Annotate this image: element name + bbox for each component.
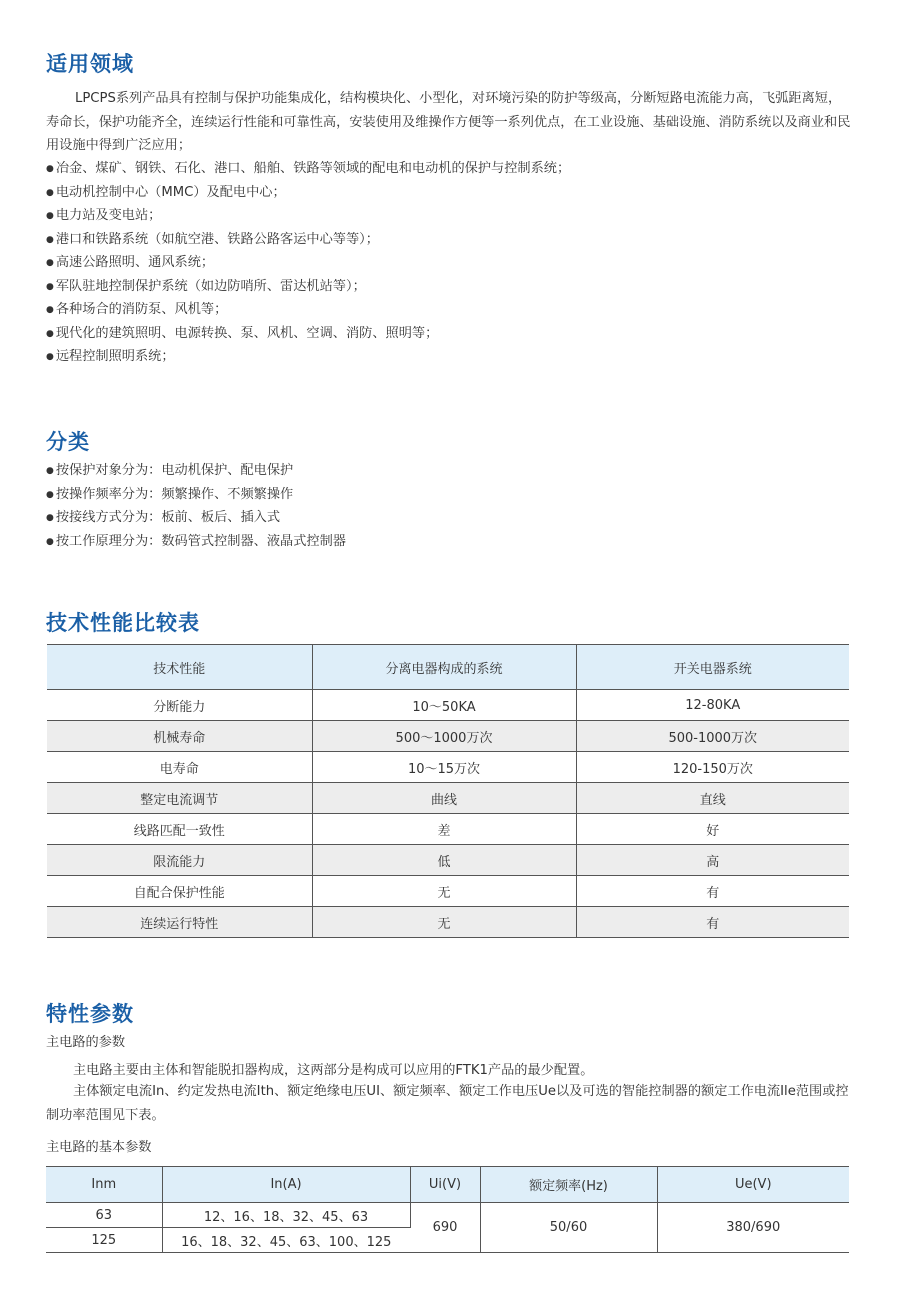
section-title-classification: 分类 <box>46 430 90 454</box>
column-header: Ui(V) <box>410 1167 480 1203</box>
table-cell: 10～50KA <box>312 690 576 721</box>
table-cell-ue: 380/690 <box>657 1203 849 1253</box>
list-item: ● 按操作频率分为：频繁操作、不频繁操作 <box>46 483 346 507</box>
list-item: ● 电力站及变电站； <box>46 204 570 228</box>
list-item: ● 各种场合的消防泵、风机等； <box>46 298 570 322</box>
list-item: ● 电动机控制中心（MMC）及配电中心； <box>46 181 570 205</box>
table-cell: 500～1000万次 <box>312 721 576 752</box>
table-cell: 线路匹配一致性 <box>47 814 312 845</box>
table-row <box>47 845 849 876</box>
classification-list <box>46 459 346 553</box>
table-cell: 整定电流调节 <box>47 783 312 814</box>
table-cell-ui: 690 <box>410 1203 480 1253</box>
table-cell: 高 <box>576 845 849 876</box>
table-cell: 连续运行特性 <box>47 907 312 938</box>
table-row <box>47 721 849 752</box>
table-cell: 曲线 <box>312 783 576 814</box>
table-cell: 机械寿命 <box>47 721 312 752</box>
main-circuit-parameters-table <box>46 1166 849 1253</box>
list-item: ● 港口和铁路系统（如航空港、铁路公路客运中心等等）； <box>46 228 570 252</box>
table-cell: 有 <box>576 876 849 907</box>
table-cell: 500-1000万次 <box>576 721 849 752</box>
table-row <box>47 907 849 938</box>
table-row <box>47 690 849 721</box>
list-item: ● 按保护对象分为：电动机保护、配电保护 <box>46 459 346 483</box>
table-header-row <box>47 645 849 690</box>
table-cell: 63 <box>46 1203 162 1228</box>
table-cell: 无 <box>312 907 576 938</box>
list-item: ● 冶金、煤矿、钢铁、石化、港口、船舶、铁路等领域的配电和电动机的保护与控制系统； <box>46 157 570 181</box>
table-cell: 12、16、18、32、45、63 <box>162 1203 410 1228</box>
column-header: 额定频率(Hz) <box>480 1167 657 1203</box>
table-cell: 电寿命 <box>47 752 312 783</box>
section-title-characteristic-parameters: 特性参数 <box>46 1002 134 1026</box>
list-item: ● 远程控制照明系统； <box>46 345 570 369</box>
main-circuit-paragraph-1: 主电路主要由主体和智能脱扣器构成，这两部分是构成可以应用的FTK1产品的最少配置。 <box>73 1063 594 1078</box>
table-row <box>47 814 849 845</box>
subheading-main-circuit-basic-parameters: 主电路的基本参数 <box>46 1140 152 1155</box>
table-cell: 好 <box>576 814 849 845</box>
list-item: ● 现代化的建筑照明、电源转换、泵、风机、空调、消防、照明等； <box>46 322 570 346</box>
column-header: In(A) <box>162 1167 410 1203</box>
application-intro: LPCPS系列产品具有控制与保护功能集成化，结构模块化、小型化，对环境污染的防护等级高，分断短路电流能力高，飞弧距离短，寿命长，保护功能齐全，连续运行性能和可靠性高，安装使用及维操作方便等一系列优点，在工业设施、基础设施、消防系统以及商业和民用设施中得到广泛应用； <box>46 91 851 153</box>
column-header: 技术性能 <box>47 645 312 690</box>
table-cell: 自配合保护性能 <box>47 876 312 907</box>
table-row <box>47 876 849 907</box>
table-cell: 差 <box>312 814 576 845</box>
table-cell: 无 <box>312 876 576 907</box>
table-cell: 直线 <box>576 783 849 814</box>
table-cell: 分断能力 <box>47 690 312 721</box>
table-header-row <box>46 1167 849 1203</box>
section-title-performance-comparison: 技术性能比较表 <box>46 611 200 635</box>
table-cell: 10～15万次 <box>312 752 576 783</box>
column-header: 开关电器系统 <box>576 645 849 690</box>
application-list <box>46 157 570 369</box>
column-header: 分离电器构成的系统 <box>312 645 576 690</box>
table-cell: 有 <box>576 907 849 938</box>
table-cell: 16、18、32、45、63、100、125 <box>162 1228 410 1253</box>
table-cell: 120-150万次 <box>576 752 849 783</box>
performance-comparison-table <box>47 644 849 938</box>
table-cell: 125 <box>46 1228 162 1253</box>
table-cell: 12-80KA <box>576 690 849 721</box>
list-item: ● 军队驻地控制保护系统（如边防哨所、雷达机站等）； <box>46 275 570 299</box>
list-item: ● 按接线方式分为：板前、板后、插入式 <box>46 506 346 530</box>
main-circuit-paragraph-2: 主体额定电流In、约定发热电流Ith、额定绝缘电压UI、额定频率、额定工作电压Ue以及可选的智能控制器的额定工作电流Ile范围或控制功率范围见下表。 <box>46 1084 849 1123</box>
table-cell: 限流能力 <box>47 845 312 876</box>
table-row <box>47 752 849 783</box>
table-row <box>46 1203 849 1228</box>
table-cell-frequency: 50/60 <box>480 1203 657 1253</box>
column-header: Inm <box>46 1167 162 1203</box>
list-item: ● 高速公路照明、通风系统； <box>46 251 570 275</box>
list-item: ● 按工作原理分为：数码管式控制器、液晶式控制器 <box>46 530 346 554</box>
column-header: Ue(V) <box>657 1167 849 1203</box>
table-cell: 低 <box>312 845 576 876</box>
subheading-main-circuit-parameters: 主电路的参数 <box>46 1035 126 1050</box>
table-row <box>47 783 849 814</box>
section-title-application: 适用领域 <box>46 52 134 76</box>
